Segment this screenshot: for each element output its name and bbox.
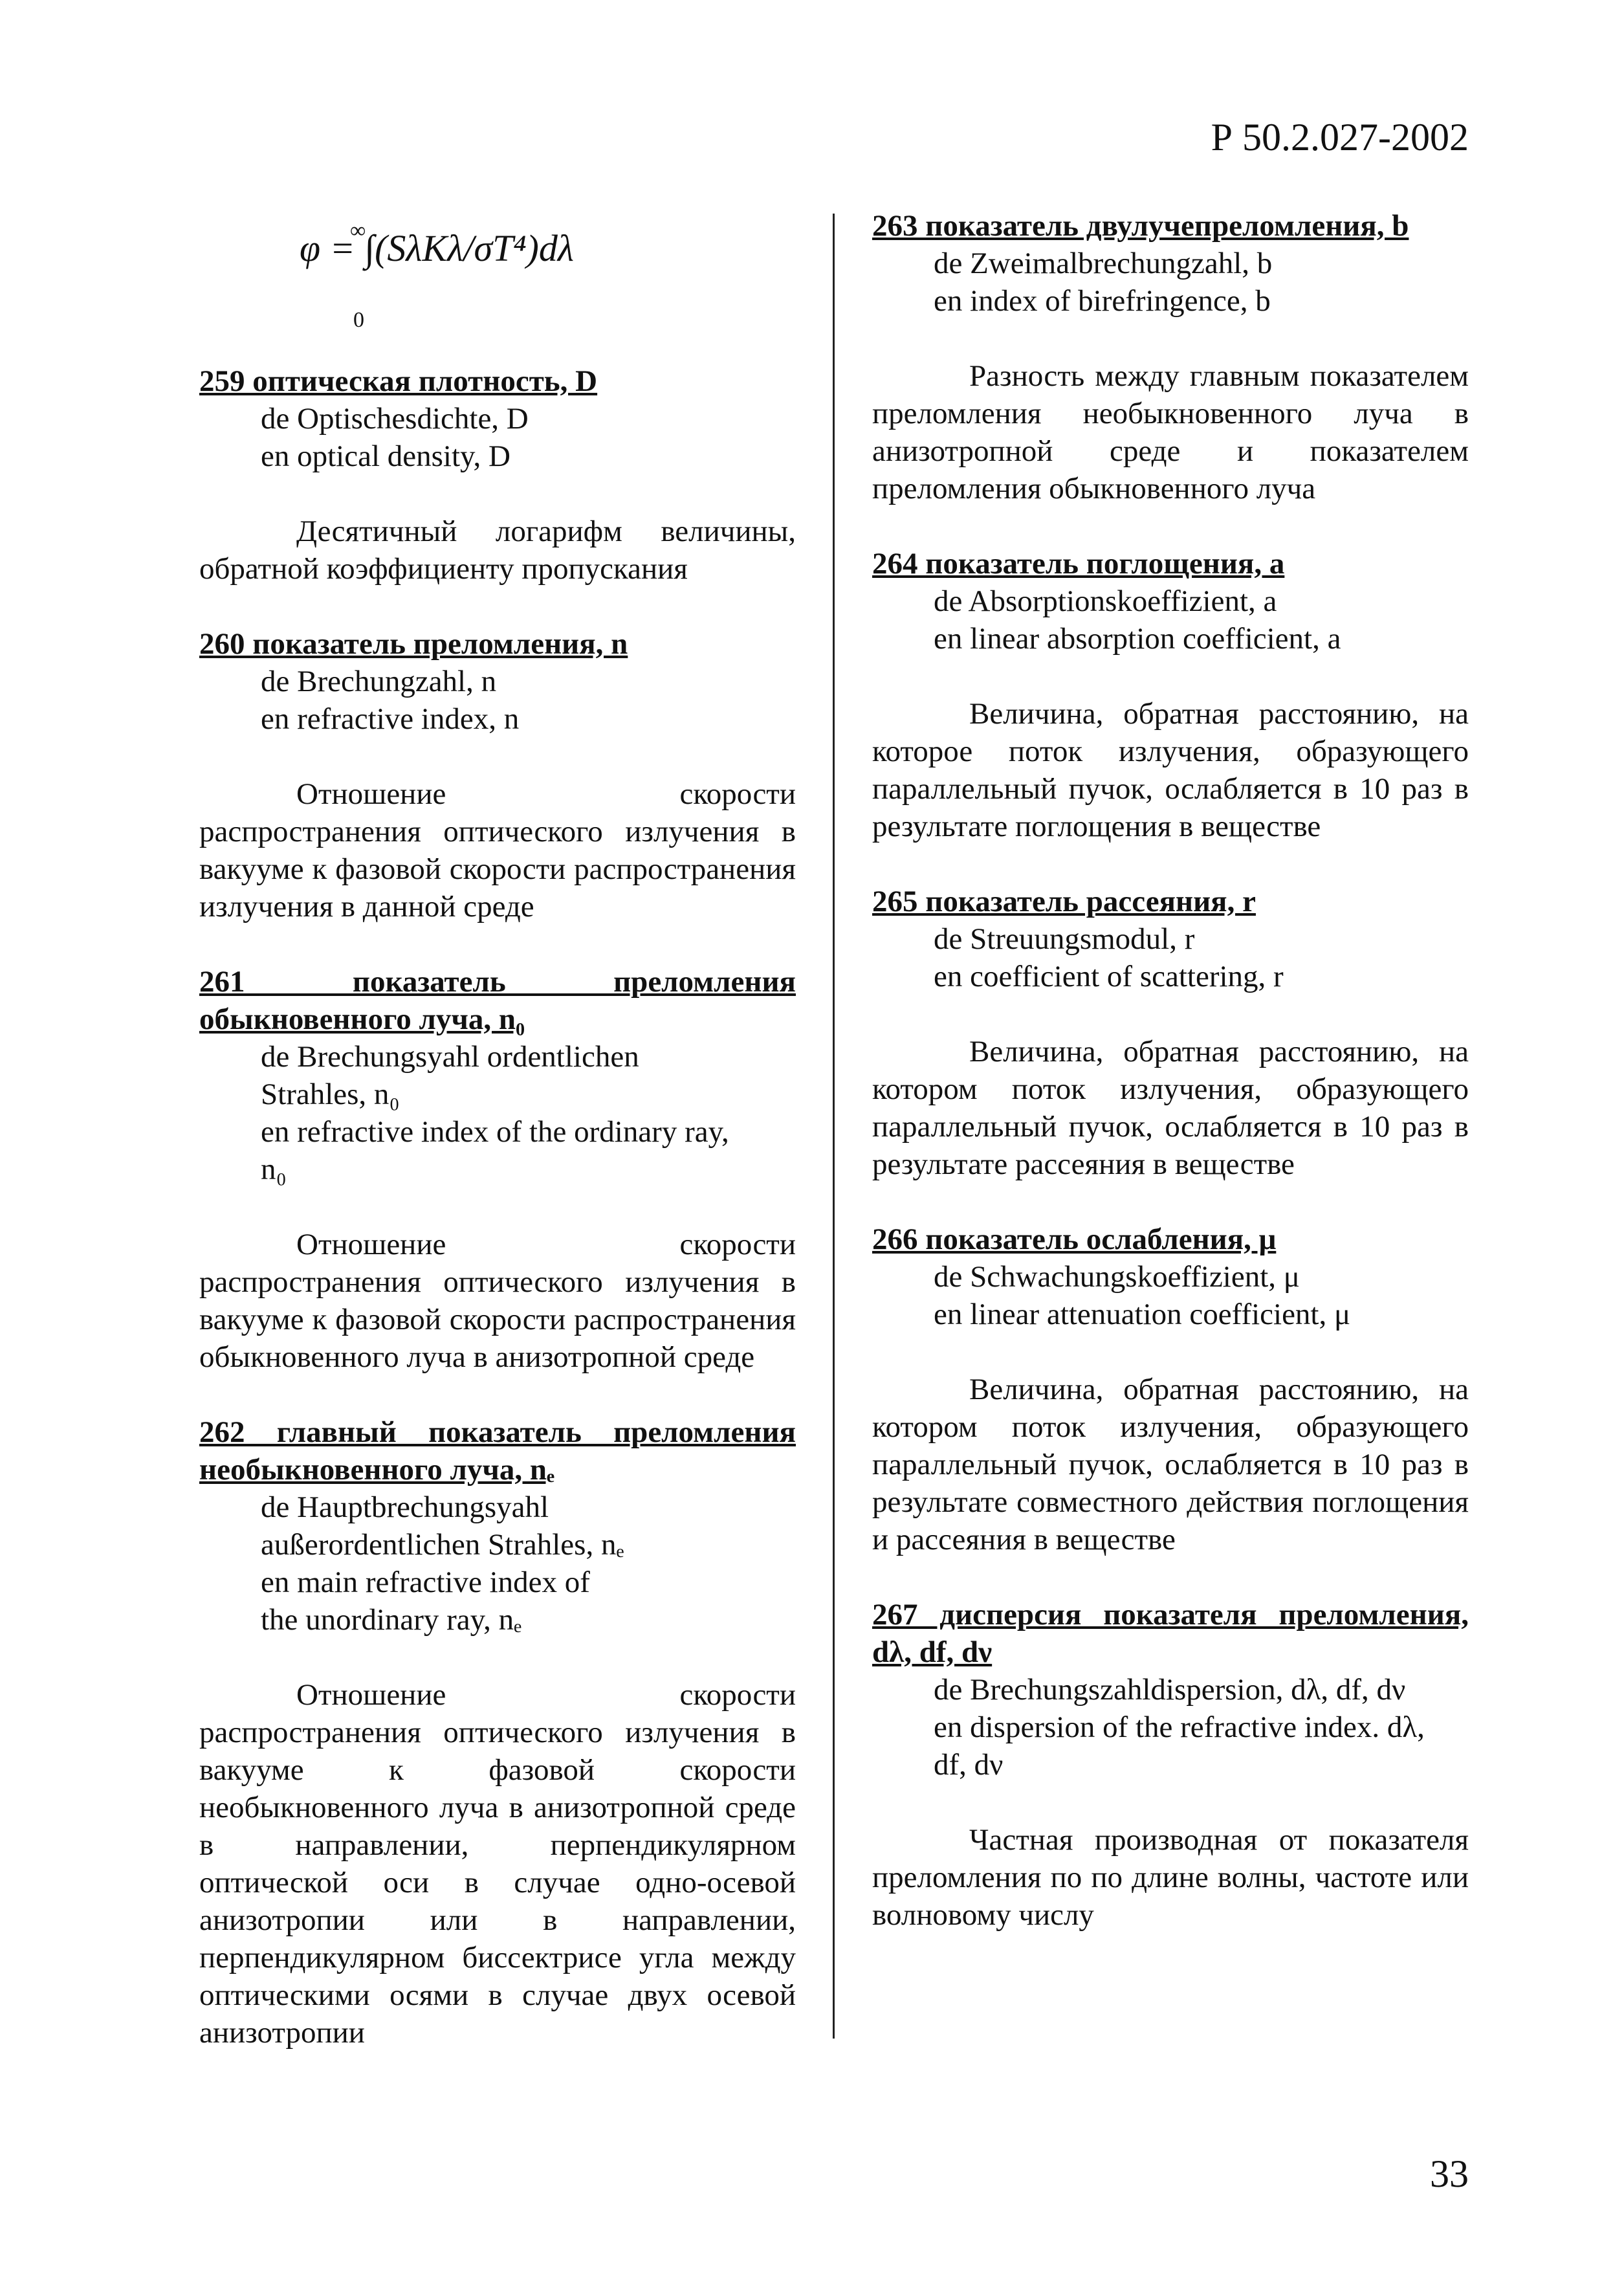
column-divider xyxy=(833,214,835,2039)
entry-262-en-line2: the unordinary ray, nₑ xyxy=(261,1603,522,1637)
left-column xyxy=(199,207,796,2051)
entry-264 xyxy=(872,545,1469,845)
entry-265 xyxy=(872,883,1469,1183)
entry-263 xyxy=(872,207,1469,507)
entry-263-en: en index of birefringence, b xyxy=(934,284,1271,318)
formula-expression xyxy=(300,227,574,269)
entry-266-definition: Величина, обратная расстоянию, на котором поток излучения, образующего параллельный пучок, ослабляется в 10 раз в результате совместного действия поглощения и рассеяния в веществе xyxy=(872,1373,1469,1556)
formula-lhs: φ = xyxy=(300,227,355,269)
entry-263-definition: Разность между главным показателем преломления необыкновенного луча в анизотропной среде и показателем преломления обыкновенного луча xyxy=(872,359,1469,505)
entry-267 xyxy=(872,1596,1469,1934)
entry-261-de-line2: Strahles, n₀ xyxy=(261,1078,400,1111)
entry-262-definition: Отношение скорости распространения оптического излучения в вакууме к фазовой скорости необыкновенного луча в анизотропной среде в направлении, перпендикулярном оптической оси в случае одно-осевой анизотропии или в направлении, перпендикулярном биссектрисе угла между оптическими осями в случае двух осевой анизотропии xyxy=(199,1678,796,2050)
entry-264-term: 264 показатель поглощения, a xyxy=(872,547,1285,581)
entry-264-definition: Величина, обратная расстоянию, на которое поток излучения, образующего параллельный пучок, ослабляется в 10 раз в результате поглощения в веществе xyxy=(872,697,1469,843)
entry-259-de: de Optischesdichte, D xyxy=(261,402,529,436)
entry-263-term: 263 показатель двулучепреломления, b xyxy=(872,209,1409,243)
entry-265-en: en coefficient of scattering, r xyxy=(934,960,1284,993)
entry-260 xyxy=(199,625,796,925)
entry-266-en: en linear attenuation coefficient, μ xyxy=(934,1298,1351,1331)
entry-259-en: en optical density, D xyxy=(261,439,510,473)
integral-lower-limit: 0 xyxy=(353,308,364,332)
entry-262-de-line1: de Hauptbrechungsyahl xyxy=(261,1490,549,1524)
entry-262-en-line1: en main refractive index of xyxy=(261,1565,590,1599)
entry-265-definition: Величина, обратная расстоянию, на котором поток излучения, образующего параллельный пучок, ослабляется в 10 раз в результате рассеяния в веществе xyxy=(872,1035,1469,1181)
entry-267-term: 267 дисперсия показателя преломления, dλ, df, dν xyxy=(872,1598,1469,1669)
entry-264-en: en linear absorption coefficient, a xyxy=(934,622,1341,656)
entry-262 xyxy=(199,1413,796,2051)
formula-integrand: ∫(SλKλ/σT⁴)dλ xyxy=(364,227,574,269)
entry-264-de: de Absorptionskoeffizient, a xyxy=(934,584,1277,618)
entry-262-de-line2: außerordentlichen Strahles, nₑ xyxy=(261,1528,624,1562)
entry-260-de: de Brechungzahl, n xyxy=(261,665,497,698)
entry-260-en: en refractive index, n xyxy=(261,702,520,736)
entry-260-definition: Отношение скорости распространения оптического излучения в вакууме к фазовой скорости распространения излучения в данной среде xyxy=(199,777,796,923)
entry-259-definition: Десятичный логарифм величины, обратной коэффициенту пропускания xyxy=(199,514,796,586)
entry-265-de: de Streuungsmodul, r xyxy=(934,922,1195,956)
entry-261-de-line1: de Brechungsyahl ordentlichen xyxy=(261,1040,639,1074)
entry-267-definition: Частная производная от показателя преломления по по длине волны, частоте или волновому числу xyxy=(872,1823,1469,1932)
entry-262-term: 262 главный показатель преломления необыкновенного луча, nₑ xyxy=(199,1415,796,1487)
right-column xyxy=(872,207,1469,1934)
entry-261-en-line2: n₀ xyxy=(261,1153,287,1186)
entry-261-en-line1: en refractive index of the ordinary ray, xyxy=(261,1115,729,1149)
entry-267-en-line1: en dispersion of the refractive index. dλ, xyxy=(934,1710,1425,1744)
integral-upper-limit: ∞ xyxy=(350,219,366,243)
entry-265-term: 265 показатель рассеяния, r xyxy=(872,885,1256,918)
entry-263-de: de Zweimalbrechungzahl, b xyxy=(934,247,1273,280)
entry-259-term: 259 оптическая плотность, D xyxy=(199,364,598,398)
entry-266-term: 266 показатель ослабления, μ xyxy=(872,1222,1277,1256)
page-number: 33 xyxy=(1430,2152,1469,2195)
entry-260-term: 260 показатель преломления, n xyxy=(199,627,628,661)
entry-267-de: de Brechungszahldispersion, dλ, df, dν xyxy=(934,1673,1406,1707)
document-code: Р 50.2.027-2002 xyxy=(1211,116,1469,159)
entry-266 xyxy=(872,1221,1469,1558)
entry-261-definition: Отношение скорости распространения оптического излучения в вакууме к фазовой скорости распространения обыкновенного луча в анизотропной среде xyxy=(199,1228,796,1374)
entry-266-de: de Schwachungskoeffizient, μ xyxy=(934,1260,1300,1294)
entry-259 xyxy=(199,362,796,588)
formula xyxy=(199,207,796,362)
entry-261-term: 261 показатель преломления обыкновенного луча, n₀ xyxy=(199,965,796,1036)
entry-267-en-line2: df, dν xyxy=(934,1748,1004,1782)
entry-261 xyxy=(199,963,796,1376)
